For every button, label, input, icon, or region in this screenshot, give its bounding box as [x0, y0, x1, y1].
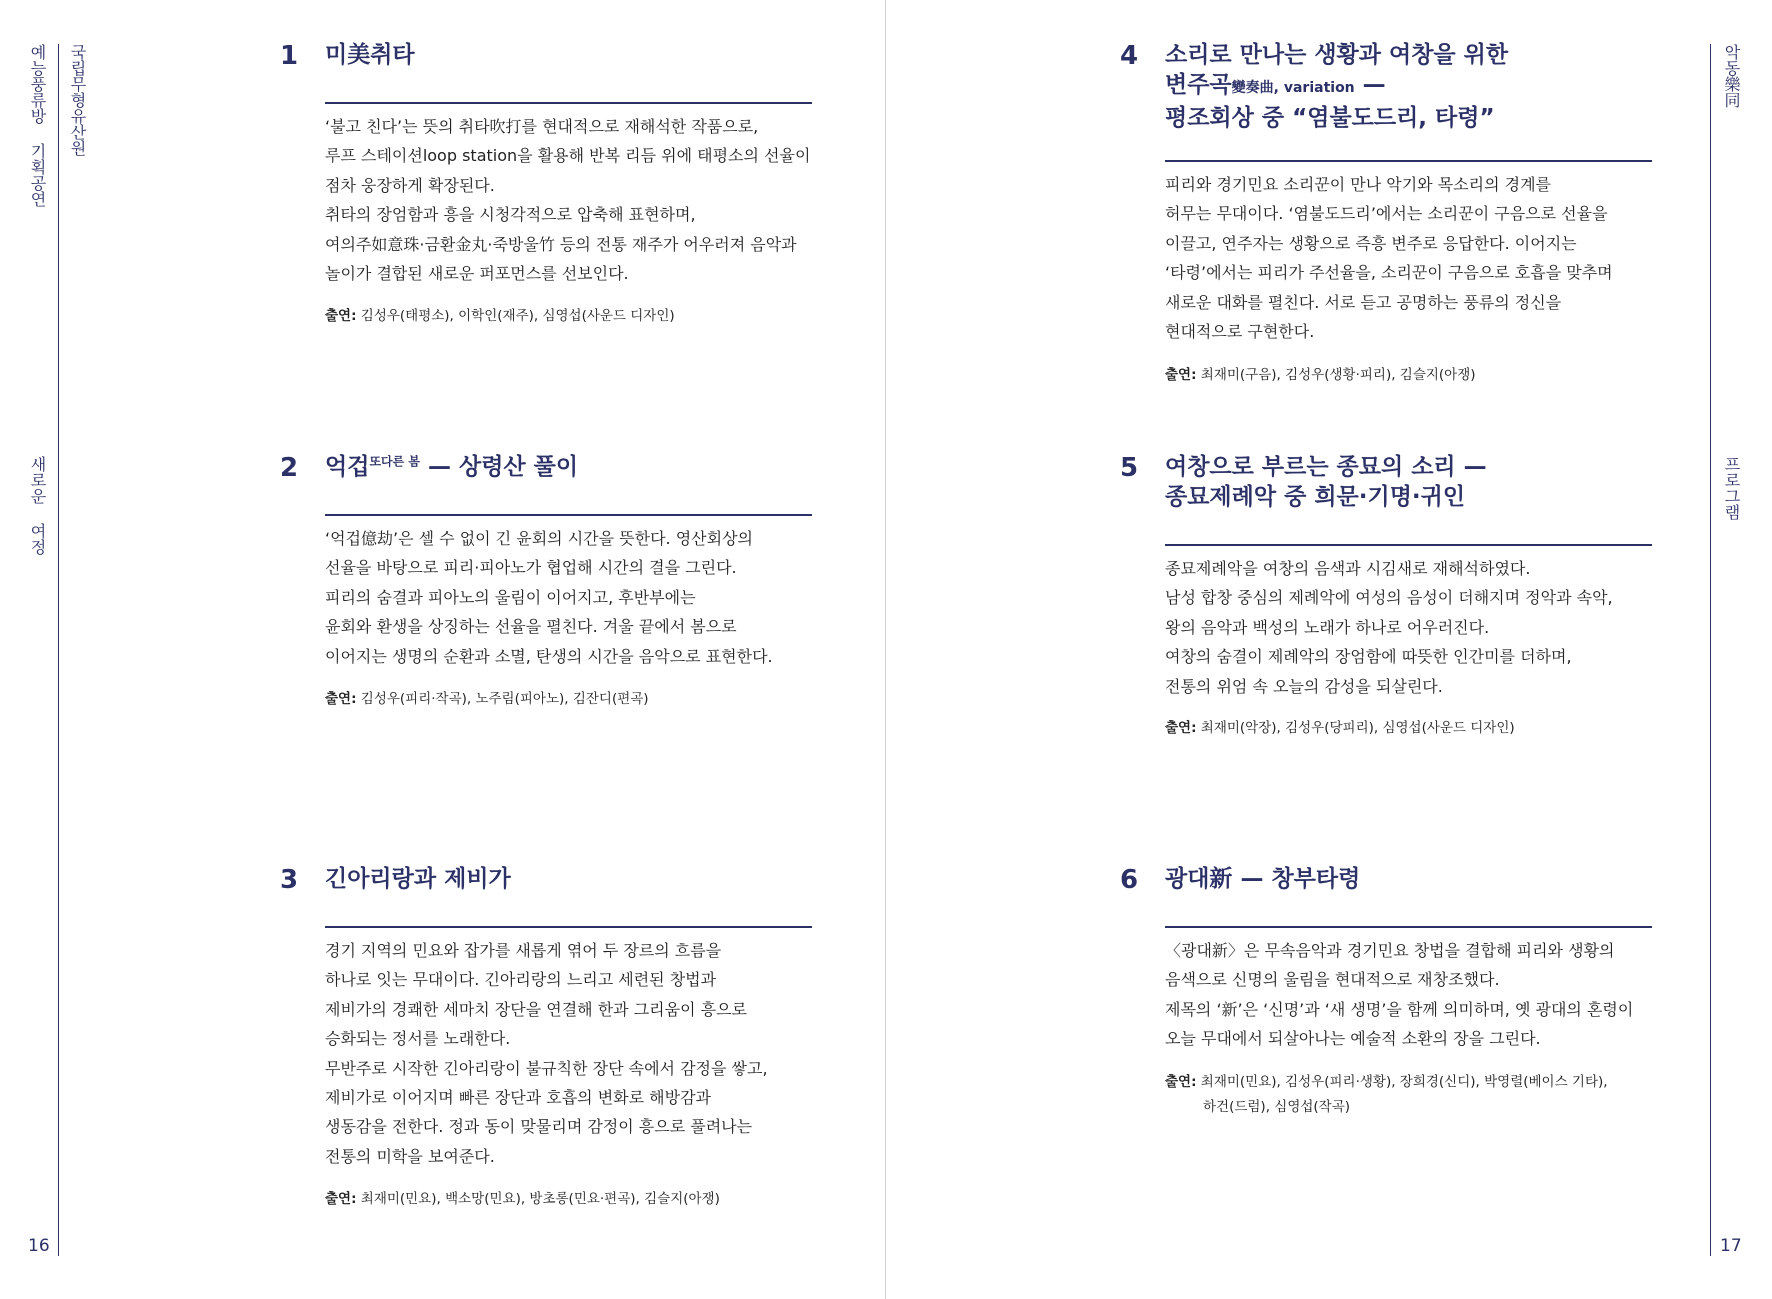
title-rule [325, 102, 812, 104]
title-line [1165, 70, 1660, 103]
right-page [886, 0, 1772, 1299]
description-line: ‘억겁億劫’은 셀 수 없이 긴 윤회의 시간을 뜻한다. 영산회상의 [325, 529, 753, 548]
program-item-2 [280, 452, 820, 722]
description-line: 피리와 경기민요 소리꾼이 만나 악기와 목소리의 경계를 [1165, 175, 1552, 194]
credit-label: 출연: [325, 308, 357, 324]
description-line: 놀이가 결합된 새로운 퍼포먼스를 선보인다. [325, 264, 629, 284]
description-line: 취타의 장엄함과 흥을 시청각적으로 압축해 표현하며, [325, 205, 696, 225]
description-line: 제비가로 이어지며 빠른 장단과 호흡의 변화로 해방감과 [325, 1088, 712, 1108]
item-title: 미美취타 [325, 42, 415, 68]
description-line: 음색으로 신명의 울림을 현대적으로 재창조했다. [1165, 970, 1500, 990]
description-line: 현대적으로 구현한다. [1165, 322, 1315, 342]
running-head-subtitle: 새로운 여정 [28, 456, 47, 555]
page-number-left: 16 [28, 1236, 50, 1256]
credit-label: 출연: [325, 1191, 357, 1207]
credit-label: 출연: [1165, 367, 1197, 383]
description-line: 오늘 무대에서 되살아나는 예술적 소환의 장을 그린다. [1165, 1029, 1541, 1049]
title-gloss: 變奏曲, variation [1231, 80, 1355, 96]
description-line: 허무는 무대이다. ‘염불도드리’에서는 소리꾼이 구음으로 선율을 [1165, 204, 1608, 224]
description-line: 윤회와 환생을 상징하는 선율을 펼친다. 겨울 끝에서 봄으로 [325, 617, 737, 637]
title-line: 소리로 만나는 생황과 여창을 위한 [1165, 42, 1509, 68]
description-line: 여의주如意珠·금환金丸·죽방울竹 등의 전통 재주가 어우러져 음악과 [325, 234, 797, 254]
running-head-institution: 국립무형유산원 [68, 44, 87, 156]
credit-line [1165, 1070, 1665, 1095]
item-title [325, 452, 820, 482]
item-title: 긴아리랑과 제비가 [325, 866, 511, 892]
item-number: 3 [280, 865, 299, 895]
credit-text: 최재미(구음), 김성우(생황·피리), 김슬지(아쟁) [1200, 367, 1476, 383]
description-line: 피리의 숨결과 피아노의 울림이 이어지고, 후반부에는 [325, 587, 696, 607]
left-margin-rule [58, 44, 59, 1256]
program-item-5 [1120, 452, 1660, 752]
description-line: 남성 합창 중심의 제례악에 여성의 음성이 더해지며 정악과 속악, [1165, 588, 1613, 608]
right-margin-rule [1710, 44, 1711, 1256]
title-line: 여창으로 부르는 종묘의 소리 — [1165, 454, 1487, 480]
item-number: 5 [1120, 453, 1139, 483]
description-line: ‘타령’에서는 피리가 주선율을, 소리꾼이 구음으로 호흡을 맞추며 [1165, 263, 1613, 283]
description-line: 제목의 ‘新’은 ‘신명’과 ‘새 생명’을 함께 의미하며, 옛 광대의 혼령이 [1165, 999, 1634, 1019]
performer-credits [1165, 1070, 1665, 1120]
title-main: 억겁 [325, 454, 370, 480]
performer-credits [1165, 363, 1665, 388]
title-rule [1165, 544, 1652, 546]
description-line: 종묘제례악을 여창의 음색과 시김새로 재해석하였다. [1165, 559, 1531, 578]
description-line: 생동감을 전한다. 정과 동이 맞물리며 감정이 흥으로 풀려나는 [325, 1117, 753, 1137]
item-title: 광대新 — 창부타령 [1165, 866, 1361, 892]
performer-credits [325, 1187, 825, 1212]
description-line: 경기 지역의 민요와 잡가를 새롭게 엮어 두 장르의 흐름을 [325, 941, 722, 960]
description-line: 승화되는 정서를 노래한다. [325, 1029, 511, 1049]
description-line: 〈광대新〉은 무속음악과 경기민요 창법을 결합해 피리와 생황의 [1165, 941, 1615, 960]
description-line: 루프 스테이션loop station을 활용해 반복 리듬 위에 태평소의 선율이 [325, 146, 811, 166]
description-line: 하나로 잇는 무대이다. 긴아리랑의 느리고 세련된 창법과 [325, 970, 717, 990]
title-rule [325, 514, 812, 516]
program-item-6 [1120, 864, 1660, 1144]
credit-text: 최재미(민요), 백소망(민요), 방초롱(민요·편곡), 김슬지(아쟁) [360, 1191, 720, 1207]
performer-credits [325, 687, 825, 712]
description-line: ‘불고 친다’는 뜻의 취타吹打를 현대적으로 재해석한 작품으로, [325, 117, 759, 136]
title-rule [1165, 160, 1652, 162]
program-item-4 [1120, 40, 1660, 400]
program-item-3 [280, 864, 820, 1234]
running-head-title: 악동樂同 [1722, 44, 1741, 108]
left-page [0, 0, 885, 1299]
title-gloss: 또다른 봄 [369, 454, 420, 469]
performer-credits [325, 304, 825, 329]
description-line: 제비가의 경쾌한 세마치 장단을 연결해 한과 그리움이 흥으로 [325, 999, 748, 1019]
description-line: 이어지는 생명의 순환과 소멸, 탄생의 시간을 음악으로 표현한다. [325, 646, 773, 666]
performer-credits [1165, 716, 1665, 741]
title-line: 종묘제례악 중 희문·기명·귀인 [1165, 484, 1466, 510]
description-line: 이끌고, 연주자는 생황으로 즉흥 변주로 응답한다. 이어지는 [1165, 233, 1577, 253]
title-rule [325, 926, 812, 928]
item-number: 6 [1120, 865, 1139, 895]
description-line: 점차 웅장하게 확장된다. [325, 175, 495, 195]
item-number: 2 [280, 453, 299, 483]
credit-label: 출연: [325, 691, 357, 707]
title-rule [1165, 926, 1652, 928]
item-description [325, 112, 820, 288]
item-title [1165, 40, 1660, 133]
credit-text: 김성우(태평소), 이학인(재주), 심영섭(사운드 디자인) [360, 308, 675, 324]
description-line: 전통의 미학을 보여준다. [325, 1146, 495, 1166]
credit-line: 하건(드럼), 심영섭(작곡) [1203, 1099, 1351, 1115]
item-description [1165, 170, 1660, 346]
item-title [1165, 452, 1660, 512]
item-number: 4 [1120, 41, 1139, 71]
page-number-right: 17 [1720, 1236, 1742, 1256]
item-description [325, 524, 820, 671]
credit-text: 김성우(피리·작곡), 노주림(피아노), 김잔디(편곡) [360, 691, 649, 707]
description-line: 무반주로 시작한 긴아리랑이 불규칙한 장단 속에서 감정을 쌓고, [325, 1058, 768, 1078]
running-head-series: 예능풍류방 기획공연 [28, 44, 47, 207]
item-description [1165, 554, 1660, 701]
running-head-program: 프로그램 [1722, 456, 1741, 520]
item-description [1165, 936, 1660, 1054]
credit-text: 최재미(악장), 김성우(당피리), 심영섭(사운드 디자인) [1200, 720, 1515, 736]
description-line: 왕의 음악과 백성의 노래가 하나로 어우러진다. [1165, 617, 1490, 637]
description-line: 여창의 숨결이 제례악의 장엄함에 따뜻한 인간미를 더하며, [1165, 647, 1572, 667]
title-rest: — [1354, 72, 1386, 98]
credit-text: 최재미(민요), 김성우(피리·생황), 장희경(신디), 박영렬(베이스 기타), [1200, 1074, 1608, 1090]
title-line: 평조회상 중 “염불도드리, 타령” [1165, 105, 1495, 131]
description-line: 선율을 바탕으로 피리·피아노가 협업해 시간의 결을 그린다. [325, 558, 737, 578]
item-description [325, 936, 820, 1171]
description-line: 새로운 대화를 펼친다. 서로 듣고 공명하는 풍류의 정신을 [1165, 292, 1562, 312]
credit-label: 출연: [1165, 1074, 1197, 1090]
program-item-1 [280, 40, 820, 340]
title-rest: — 상령산 풀이 [419, 454, 579, 480]
item-number: 1 [280, 41, 299, 71]
credit-label: 출연: [1165, 720, 1197, 736]
description-line: 전통의 위엄 속 오늘의 감성을 되살린다. [1165, 676, 1443, 696]
title-main: 변주곡 [1165, 72, 1232, 98]
